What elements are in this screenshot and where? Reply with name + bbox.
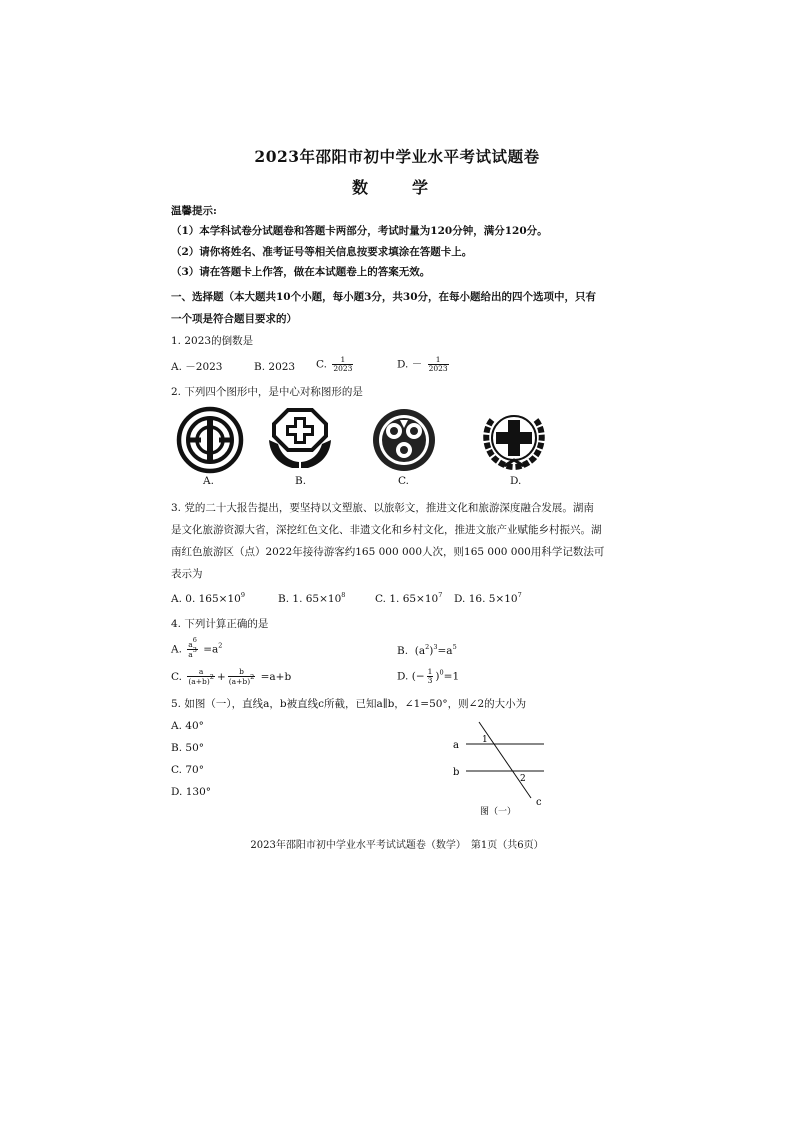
page-footer: 2023年邵阳市初中学业水平考试试题卷（数学） 第1页（共6页）	[250, 840, 544, 851]
q1-option-d-label: D. －	[397, 358, 423, 371]
q3-line-2: 是文化旅游资源大省，深挖红色文化、非遗文化和乡村文化，推进文旅产业赋能乡村振兴。湖	[171, 524, 602, 536]
wreath-cross-icon	[480, 404, 548, 472]
section-heading-line1: 一、选择题（本大题共10个小题，每小题3分，共30分，在每小题给出的四个选项中，只有	[171, 291, 597, 303]
q4-option-c-fraction-2	[228, 668, 256, 686]
option-exponent: 0	[439, 668, 444, 677]
q3-option-b	[278, 592, 345, 606]
q1-option-c-label: C.	[316, 358, 327, 371]
fraction-denominator: 3	[427, 676, 433, 685]
option-exponent: 9	[240, 591, 245, 599]
option-rhs: =a+b	[260, 671, 292, 683]
fraction-denominator	[228, 673, 256, 686]
option-rhs-exponent: 5	[452, 643, 457, 651]
q4-option-b	[397, 644, 457, 658]
option-label: B.	[397, 645, 409, 657]
open-paren: (−	[411, 670, 425, 683]
close-paren: )	[429, 645, 434, 657]
notice-item-2: （2）请你将姓名、准考证号等相关信息按要求填涂在答题卡上。	[171, 246, 473, 258]
outer-exponent: 3	[433, 643, 438, 651]
q4-option-a-fraction	[187, 636, 198, 659]
numerator-base: a	[188, 640, 193, 649]
q3-line-4: 表示为	[171, 568, 203, 580]
option-expr: (a	[414, 645, 426, 657]
q2-label-b: B.	[295, 475, 307, 487]
denominator-base: a	[188, 650, 193, 659]
q1-option-d	[397, 356, 451, 373]
option-exponent: 7	[517, 591, 522, 599]
plus-sign: +	[216, 671, 226, 683]
q5-option-b: B. 50°	[171, 742, 205, 754]
q4-option-d	[397, 668, 459, 685]
hands-cross-icon	[266, 406, 334, 474]
option-exponent: 7	[438, 591, 443, 599]
notice-item-1: （1）本学科试卷分试题卷和答题卡两部分，考试时量为120分钟，满分120分。	[171, 225, 548, 237]
q2-label-d: D.	[510, 475, 522, 487]
option-base: B. 1. 65×10	[278, 593, 342, 605]
fraction-numerator: 1	[332, 356, 353, 365]
q4-option-d-fraction	[427, 668, 434, 685]
line-c	[479, 722, 531, 798]
fraction-denominator	[187, 673, 215, 686]
fraction-numerator: a	[187, 668, 215, 677]
q4-option-a	[171, 636, 223, 659]
q1-option-c	[316, 356, 355, 373]
q5-parallel-lines-figure	[440, 716, 560, 816]
q2-label-a: A.	[203, 475, 214, 487]
fraction-numerator: b	[228, 668, 256, 677]
fraction-denominator: 2023	[428, 364, 448, 373]
denominator-exponent: 3	[192, 646, 197, 654]
q4-stem: 4. 下列计算正确的是	[171, 618, 269, 630]
exam-title: 2023年邵阳市初中学业水平考试试题卷	[254, 147, 540, 166]
q1-option-b: B. 2023	[254, 361, 296, 373]
q2-stem: 2. 下列四个图形中，是中心对称图形的是	[171, 386, 363, 398]
q1-option-d-fraction	[428, 356, 449, 373]
notice-item-3: （3）请在答题卡上作答，做在本试题卷上的答案无效。	[171, 266, 431, 278]
flower-emblem-icon	[370, 406, 438, 474]
denominator-base: (a+b)	[188, 677, 210, 686]
q4-option-c	[171, 668, 291, 686]
q3-option-d	[454, 592, 522, 606]
option-rhs: =a	[203, 643, 219, 656]
notice-label: 温馨提示:	[171, 205, 217, 217]
option-rhs: =1	[443, 670, 460, 683]
close-paren: )	[435, 670, 440, 683]
option-label: C.	[171, 671, 182, 683]
q3-line-1: 3. 党的二十大报告提出，要坚持以文塑旅、以旅彰文，推进文化和旅游深度融合发展。湖南	[171, 502, 594, 514]
denominator-base: (a+b)	[228, 677, 251, 686]
fraction-numerator: 1	[428, 356, 449, 365]
option-label: A.	[171, 643, 182, 656]
q3-option-a	[171, 592, 245, 606]
q3-line-3: 南红色旅游区（点）2022年接待游客约165 000 000人次，则165 000 000用科学记数法可	[171, 546, 605, 558]
q1-option-a: A. －2023	[171, 361, 223, 373]
q1-stem: 1. 2023的倒数是	[171, 335, 254, 347]
denominator-exponent: 2	[209, 673, 214, 681]
subject-title: 数 学	[351, 178, 442, 197]
q5-option-a: A. 40°	[171, 720, 204, 732]
option-rhs-exponent: 2	[218, 641, 223, 650]
option-base: A. 0. 165×10	[171, 593, 241, 605]
label-b: b	[453, 767, 460, 778]
angle-1-label: 1	[482, 735, 488, 745]
option-exponent: 8	[341, 591, 346, 599]
fraction-denominator	[187, 646, 198, 659]
denominator-exponent: 2	[250, 673, 255, 681]
label-c: c	[536, 797, 542, 808]
option-base: D. 16. 5×10	[454, 593, 518, 605]
fraction-denominator: 2023	[333, 364, 353, 373]
inner-exponent: 2	[425, 643, 430, 651]
option-label: D.	[397, 670, 409, 683]
figure-caption: 图（一）	[480, 807, 517, 816]
option-base: C. 1. 65×10	[375, 593, 439, 605]
numerator-exponent: 6	[192, 636, 197, 644]
q5-option-c: C. 70°	[171, 764, 204, 776]
q2-label-c: C.	[398, 475, 409, 487]
label-a: a	[453, 740, 459, 751]
q5-stem: 5. 如图（一），直线a，b被直线c所截，已知a∥b，∠1=50°，则∠2的大小为	[171, 698, 527, 710]
angle-2-label: 2	[520, 774, 526, 784]
fraction-numerator: 1	[427, 667, 433, 676]
q1-option-c-fraction	[332, 356, 353, 373]
q3-option-c	[375, 592, 442, 606]
circle-emblem-icon	[176, 406, 244, 474]
option-rhs: =a	[437, 645, 453, 657]
section-heading-line2: 一个项是符合题目要求的）	[171, 313, 297, 325]
q5-option-d: D. 130°	[171, 786, 212, 798]
q4-option-c-fraction-1	[187, 668, 215, 686]
